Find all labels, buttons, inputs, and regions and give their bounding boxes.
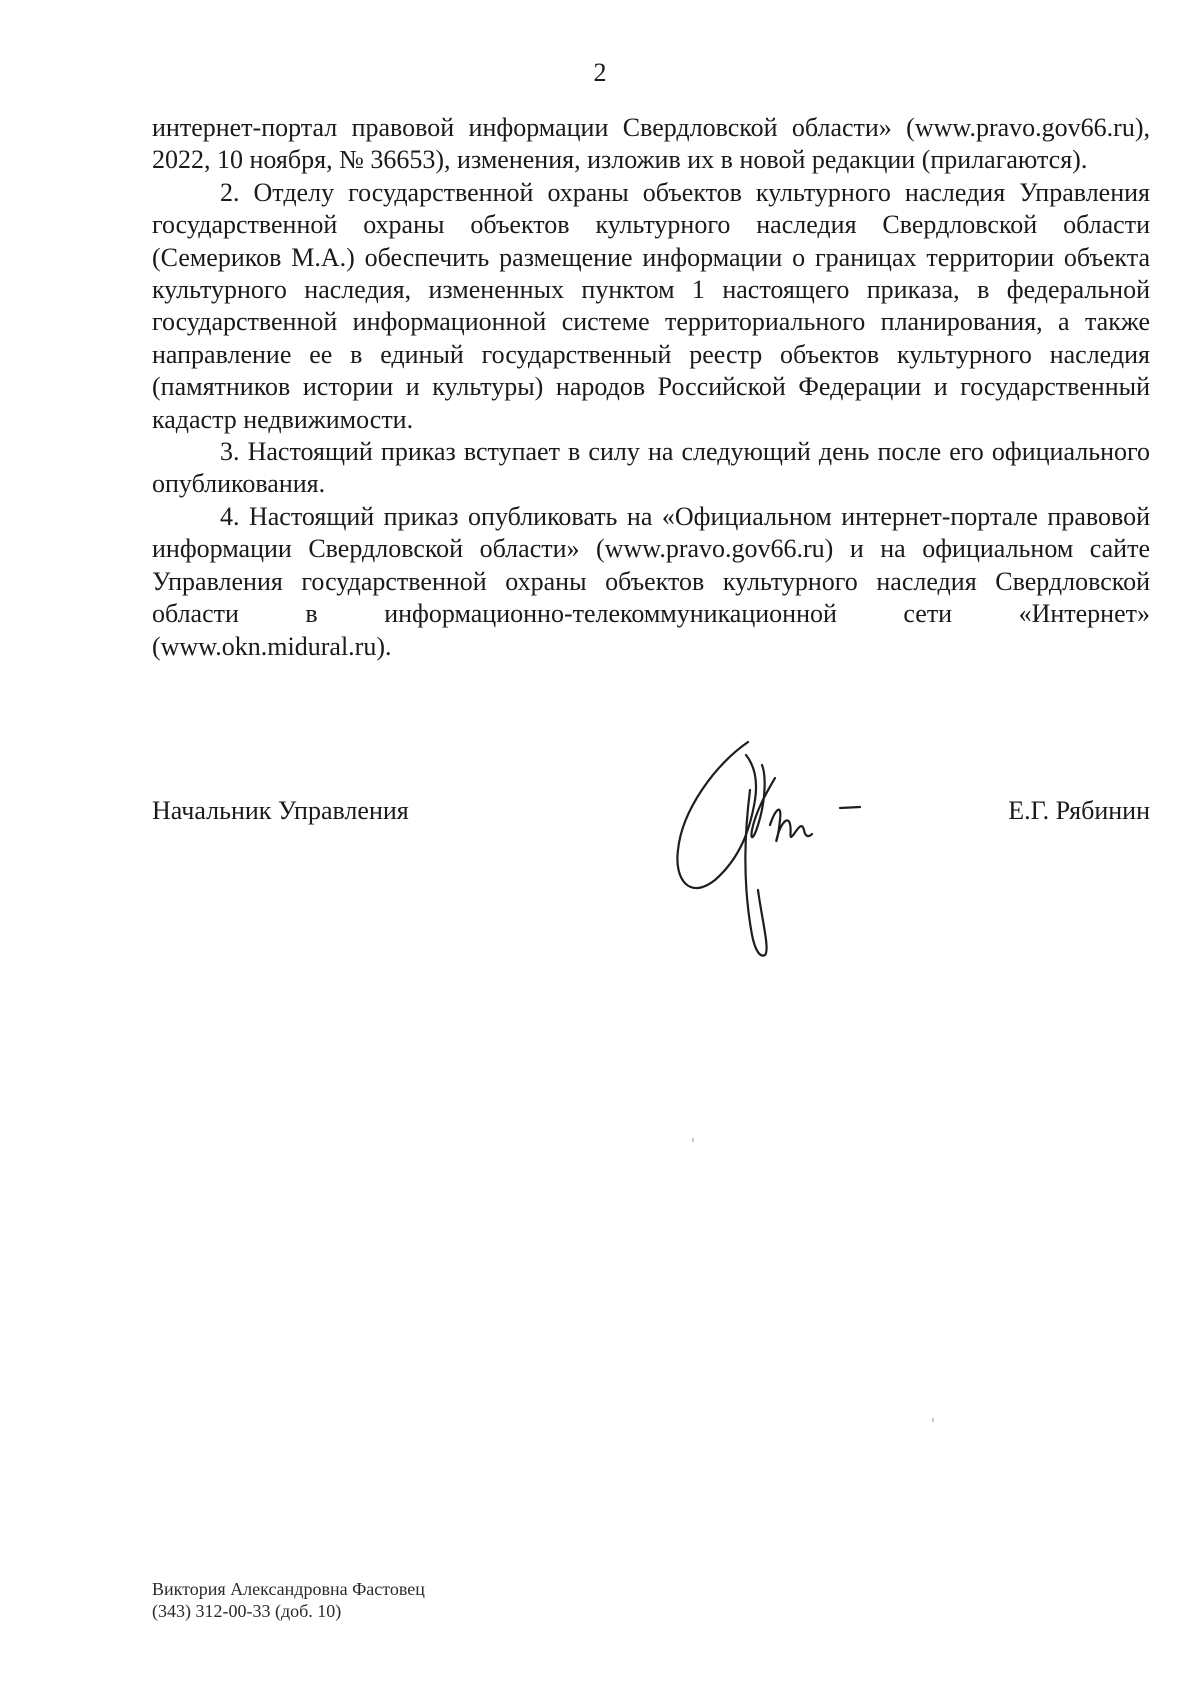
paragraph-item-3: 3. Настоящий приказ вступает в силу на следующий день после его официального опубликования. (152, 437, 1150, 499)
executor-footer (152, 1578, 425, 1622)
paragraph-item-2: 2. Отделу государственной охраны объектов культурного наследия Управления государственной охраны объектов культурного наследия Свердловской области (Семериков М.А.) обеспечить размещение информации о границах территории объекта культурного наследия, измененных пунктом 1 настоящего приказа, в федеральной государственной информационной системе территориального планирования, а также направление ее в единый государственный реестр объектов культурного наследия (памятников истории и культуры) народов Российской Федерации и государственный кадастр недвижимости. (152, 177, 1150, 434)
scan-speck (932, 1418, 934, 1422)
executor-phone: (343) 312-00-33 (доб. 10) (152, 1601, 342, 1621)
document-body (152, 112, 1150, 663)
signatory-name: Е.Г. Рябинин (1008, 796, 1150, 825)
paragraph-continuation: интернет-портал правовой информации Свердловской области» (www.pravo.gov66.ru), 2022, 10 ноября, № 36653), изменения, изложив их в новой редакции (прилагаются). (152, 113, 1150, 175)
handwritten-signature (670, 730, 910, 970)
scan-speck (692, 1138, 694, 1142)
paragraph-item-4: 4. Настоящий приказ опубликовать на «Официальном интернет-портале правовой информации Свердловской области» (www.pravo.gov66.ru) и на официальном сайте Управления государственной охраны объектов культурного наследия Свердловской области в информационно-телекоммуникационной сети «Интернет» (www.okn.midural.ru). (152, 501, 1150, 661)
executor-name: Виктория Александровна Фастовец (152, 1579, 425, 1599)
signatory-position: Начальник Управления (152, 796, 409, 825)
page-number: 2 (593, 58, 607, 87)
